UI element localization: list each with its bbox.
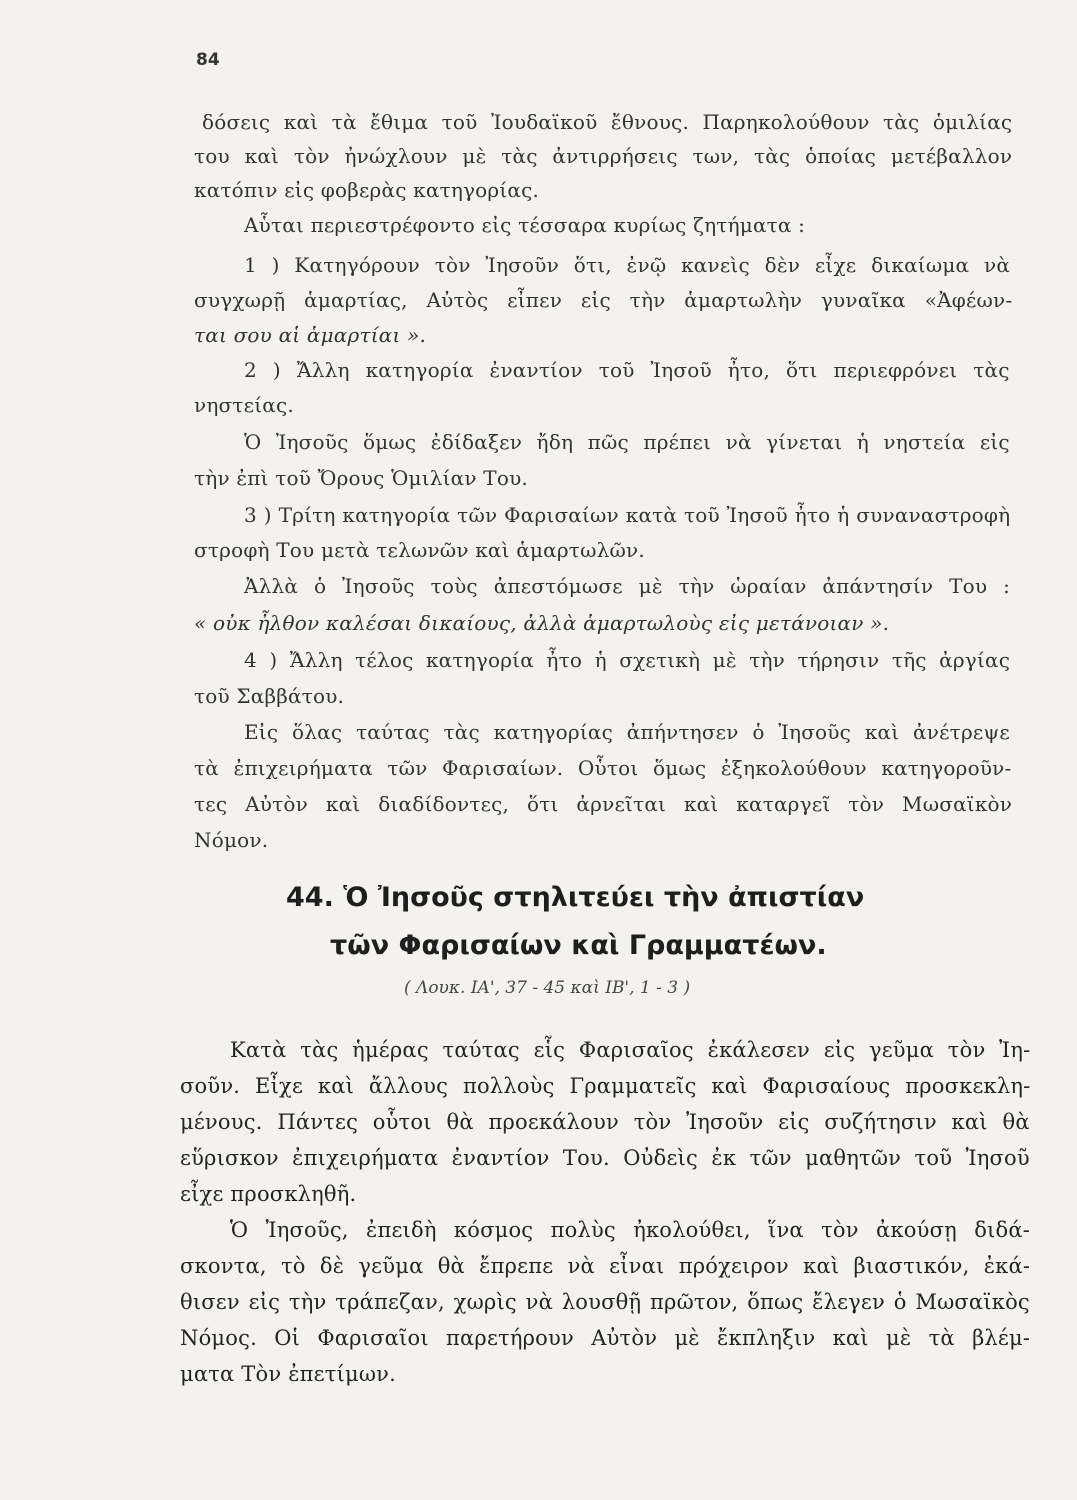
text-line: εὕρισκον ἐπιχειρήματα ἐναντίον Του. Οὐδεὶς ἐκ τῶν μαθητῶν τοῦ Ἰησοῦ xyxy=(180,1146,1030,1170)
text-line: Ἀλλὰ ὁ Ἰησοῦς τοὺς ἀπεστόμωσε μὲ τὴν ὡραίαν ἀπάντησίν Του : xyxy=(244,574,1011,598)
text-line: δόσεις καὶ τὰ ἔθιμα τοῦ Ἰουδαϊκοῦ ἔθνους. Παρηκολούθουν τὰς ὁμιλίας xyxy=(202,110,1013,134)
text-line: ματα Τὸν ἐπετίμων. xyxy=(180,1362,397,1386)
text-line: ται σου αἱ ἁμαρτίαι ». xyxy=(194,323,427,347)
text-line: σοῦν. Εἶχε καὶ ἄλλους πολλοὺς Γραμματεῖς καὶ Φαρισαίους προσκεκλη- xyxy=(180,1074,1031,1098)
text-line: Ὁ Ἰησοῦς ὅμως ἐδίδαξεν ἤδη πῶς πρέπει νὰ γίνεται ἡ νηστεία εἰς xyxy=(244,430,1010,454)
text-line: τοῦ Σαββάτου. xyxy=(194,684,345,708)
text-line: Ὁ Ἰησοῦς, ἐπειδὴ κόσμος πολὺς ἠκολούθει, ἵνα τὸν ἀκούσῃ διδά- xyxy=(230,1218,1031,1242)
page-number: 84 xyxy=(196,50,220,70)
text-line: 2 ) Ἄλλη κατηγορία ἐναντίον τοῦ Ἰησοῦ ἦτο, ὅτι περιεφρόνει τὰς xyxy=(244,358,1010,382)
text-line: Νόμον. xyxy=(194,828,269,852)
text-line: κατόπιν εἰς φοβερὰς κατηγορίας. xyxy=(194,178,540,202)
text-line: νηστείας. xyxy=(194,393,294,417)
text-line: θισεν εἰς τὴν τράπεζαν, χωρὶς νὰ λουσθῇ πρῶτον, ὅπως ἔλεγεν ὁ Μωσαϊκὸς xyxy=(180,1290,1030,1314)
text-line: Αὗται περιεστρέφοντο εἰς τέσσαρα κυρίως ζητήματα : xyxy=(244,213,806,237)
section-heading-line-2: τῶν Φαρισαίων καὶ Γραμματέων. xyxy=(330,930,827,961)
text-line: τὰ ἐπιχειρήματα τῶν Φαρισαίων. Οὗτοι ὅμως ἐξηκολούθουν κατηγοροῦν- xyxy=(194,756,1012,780)
text-line: στροφὴ Του μετὰ τελωνῶν καὶ ἁμαρτωλῶν. xyxy=(194,538,645,562)
text-line: του καὶ τὸν ἠνώχλουν μὲ τὰς ἀντιρρήσεις των, τὰς ὁποίας μετέβαλλον xyxy=(194,144,1013,168)
quote-line: « οὐκ ἦλθον καλέσαι δικαίους, ἀλλὰ ἁμαρτωλοὺς εἰς μετάνοιαν ». xyxy=(194,611,890,635)
text-line: μένους. Πάντες οὗτοι θὰ προεκάλουν τὸν Ἰησοῦν εἰς συζήτησιν καὶ θὰ xyxy=(180,1110,1030,1134)
text-line: τὴν ἐπὶ τοῦ Ὄρους Ὁμιλίαν Του. xyxy=(194,466,528,490)
text-line: Εἰς ὅλας ταύτας τὰς κατηγορίας ἀπήντησεν ὁ Ἰησοῦς καὶ ἀνέτρεψε xyxy=(244,720,1010,744)
text-line: 4 ) Ἄλλη τέλος κατηγορία ἦτο ἡ σχετικὴ μὲ τὴν τήρησιν τῆς ἀργίας xyxy=(244,648,1011,672)
text-line: Νόμος. Οἱ Φαρισαῖοι παρετήρουν Αὐτὸν μὲ ἔκπληξιν καὶ μὲ τὰ βλέμ- xyxy=(180,1326,1031,1350)
text-line: συγχωρῇ ἁμαρτίας, Αὐτὸς εἶπεν εἰς τὴν ἁμαρτωλὴν γυναῖκα «Ἀφέων- xyxy=(194,288,1013,312)
text-line: Κατὰ τὰς ἡμέρας ταύτας εἷς Φαρισαῖος ἐκάλεσεν εἰς γεῦμα τὸν Ἰη- xyxy=(230,1038,1031,1062)
text-line: τες Αὐτὸν καὶ διαδίδοντες, ὅτι ἀρνεῖται καὶ καταργεῖ τὸν Μωσαϊκὸν xyxy=(194,792,1013,816)
scripture-reference: ( Λουκ. ΙΑ', 37 - 45 καὶ ΙΒ', 1 - 3 ) xyxy=(404,978,691,998)
text-line: 3 ) Τρίτη κατηγορία τῶν Φαρισαίων κατὰ τοῦ Ἰησοῦ ἦτο ἡ συναναστροφὴ xyxy=(244,503,1011,527)
text-line: σκοντα, τὸ δὲ γεῦμα θὰ ἔπρεπε νὰ εἶναι πρόχειρον καὶ βιαστικόν, ἐκά- xyxy=(180,1254,1031,1278)
section-heading-line-1: 44. Ὁ Ἰησοῦς στηλιτεύει τὴν ἀπιστίαν xyxy=(286,882,865,913)
text-line: 1 ) Κατηγόρουν τὸν Ἰησοῦν ὅτι, ἐνῷ κανεὶς δὲν εἶχε δικαίωμα νὰ xyxy=(244,253,1011,277)
text-line: εἶχε προσκληθῆ. xyxy=(180,1182,357,1206)
